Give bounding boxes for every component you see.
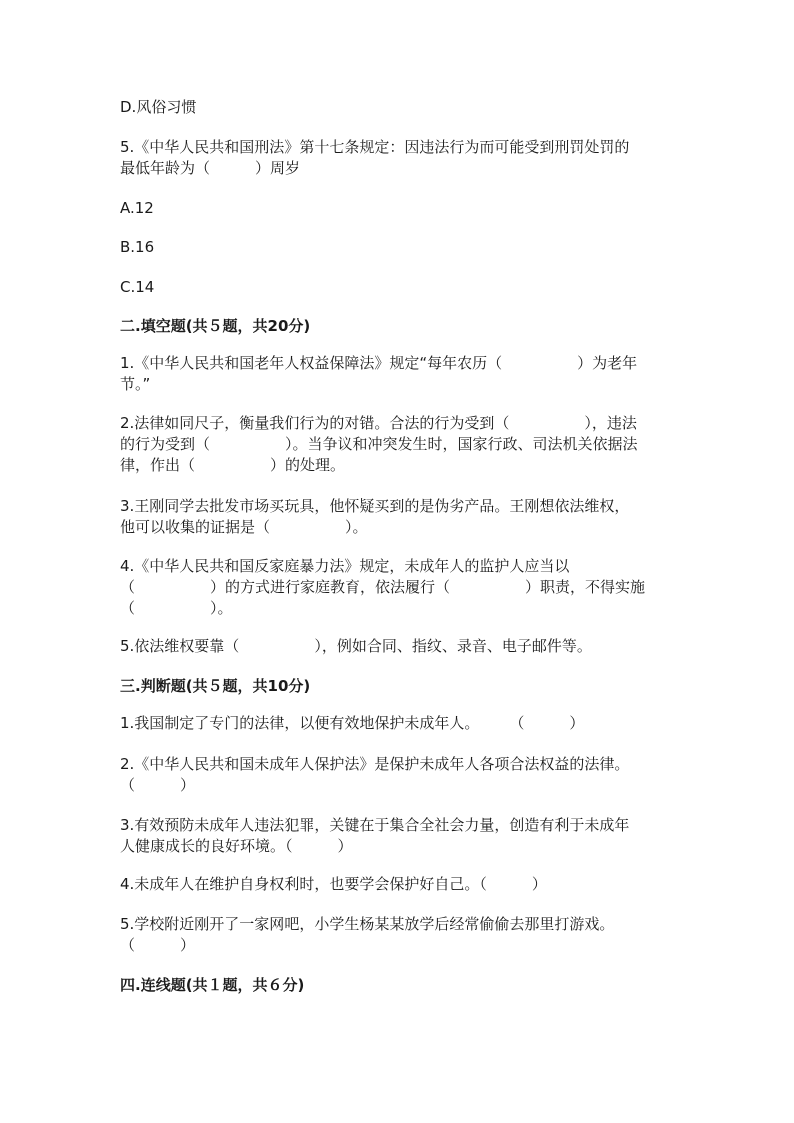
section-heading-judgement: 三.判断题(共５题，共10分) — [120, 677, 311, 695]
q5-option-b: B.16 — [120, 238, 155, 256]
question-5: 5.《中华人民共和国刑法》第十七条规定：因违法行为而可能受到刑罚处罚的 最低年龄为（ ）周岁 — [120, 138, 630, 177]
q5-option-a: A.12 — [120, 199, 154, 217]
fill-question-4: 4.《中华人民共和国反家庭暴力法》规定，未成年人的监护人应当以 （ ）的方式进行家庭教育，依法履行（ ）职责，不得实施 （ ）。 — [120, 557, 646, 617]
judge-question-1: 1.我国制定了专门的法律，以便有效地保护未成年人。 （ ） — [120, 714, 585, 732]
option-d: D.风俗习惯 — [120, 98, 197, 116]
section-heading-fill-in: 二.填空题(共５题，共20分) — [120, 317, 311, 335]
judge-question-5: 5.学校附近刚开了一家网吧，小学生杨某某放学后经常偷偷去那里打游戏。 （ ） — [120, 915, 615, 954]
fill-question-1: 1.《中华人民共和国老年人权益保障法》规定“每年农历（ ）为老年 节。” — [120, 354, 638, 393]
judge-question-4: 4.未成年人在维护自身权利时，也要学会保护好自己。（ ） — [120, 875, 547, 893]
section-heading-matching: 四.连线题(共１题，共６分) — [120, 976, 305, 994]
q5-option-c: C.14 — [120, 278, 155, 296]
fill-question-5: 5.依法维权要靠（ ），例如合同、指纹、录音、电子邮件等。 — [120, 637, 592, 655]
fill-question-3: 3.王刚同学去批发市场买玩具，他怀疑买到的是伪劣产品。王刚想依法维权， 他可以收集的证据是（ ）。 — [120, 497, 630, 536]
judge-question-3: 3.有效预防未成年人违法犯罪，关键在于集合全社会力量，创造有利于未成年 人健康成长的良好环境。（ ） — [120, 816, 630, 855]
judge-question-2: 2.《中华人民共和国未成年人保护法》是保护未成年人各项合法权益的法律。 （ ） — [120, 755, 630, 794]
fill-question-2: 2.法律如同尺子，衡量我们行为的对错。合法的行为受到（ ），违法 的行为受到（ ）。当争议和冲突发生时，国家行政、司法机关依据法 律，作出（ ）的处理。 — [120, 414, 638, 474]
